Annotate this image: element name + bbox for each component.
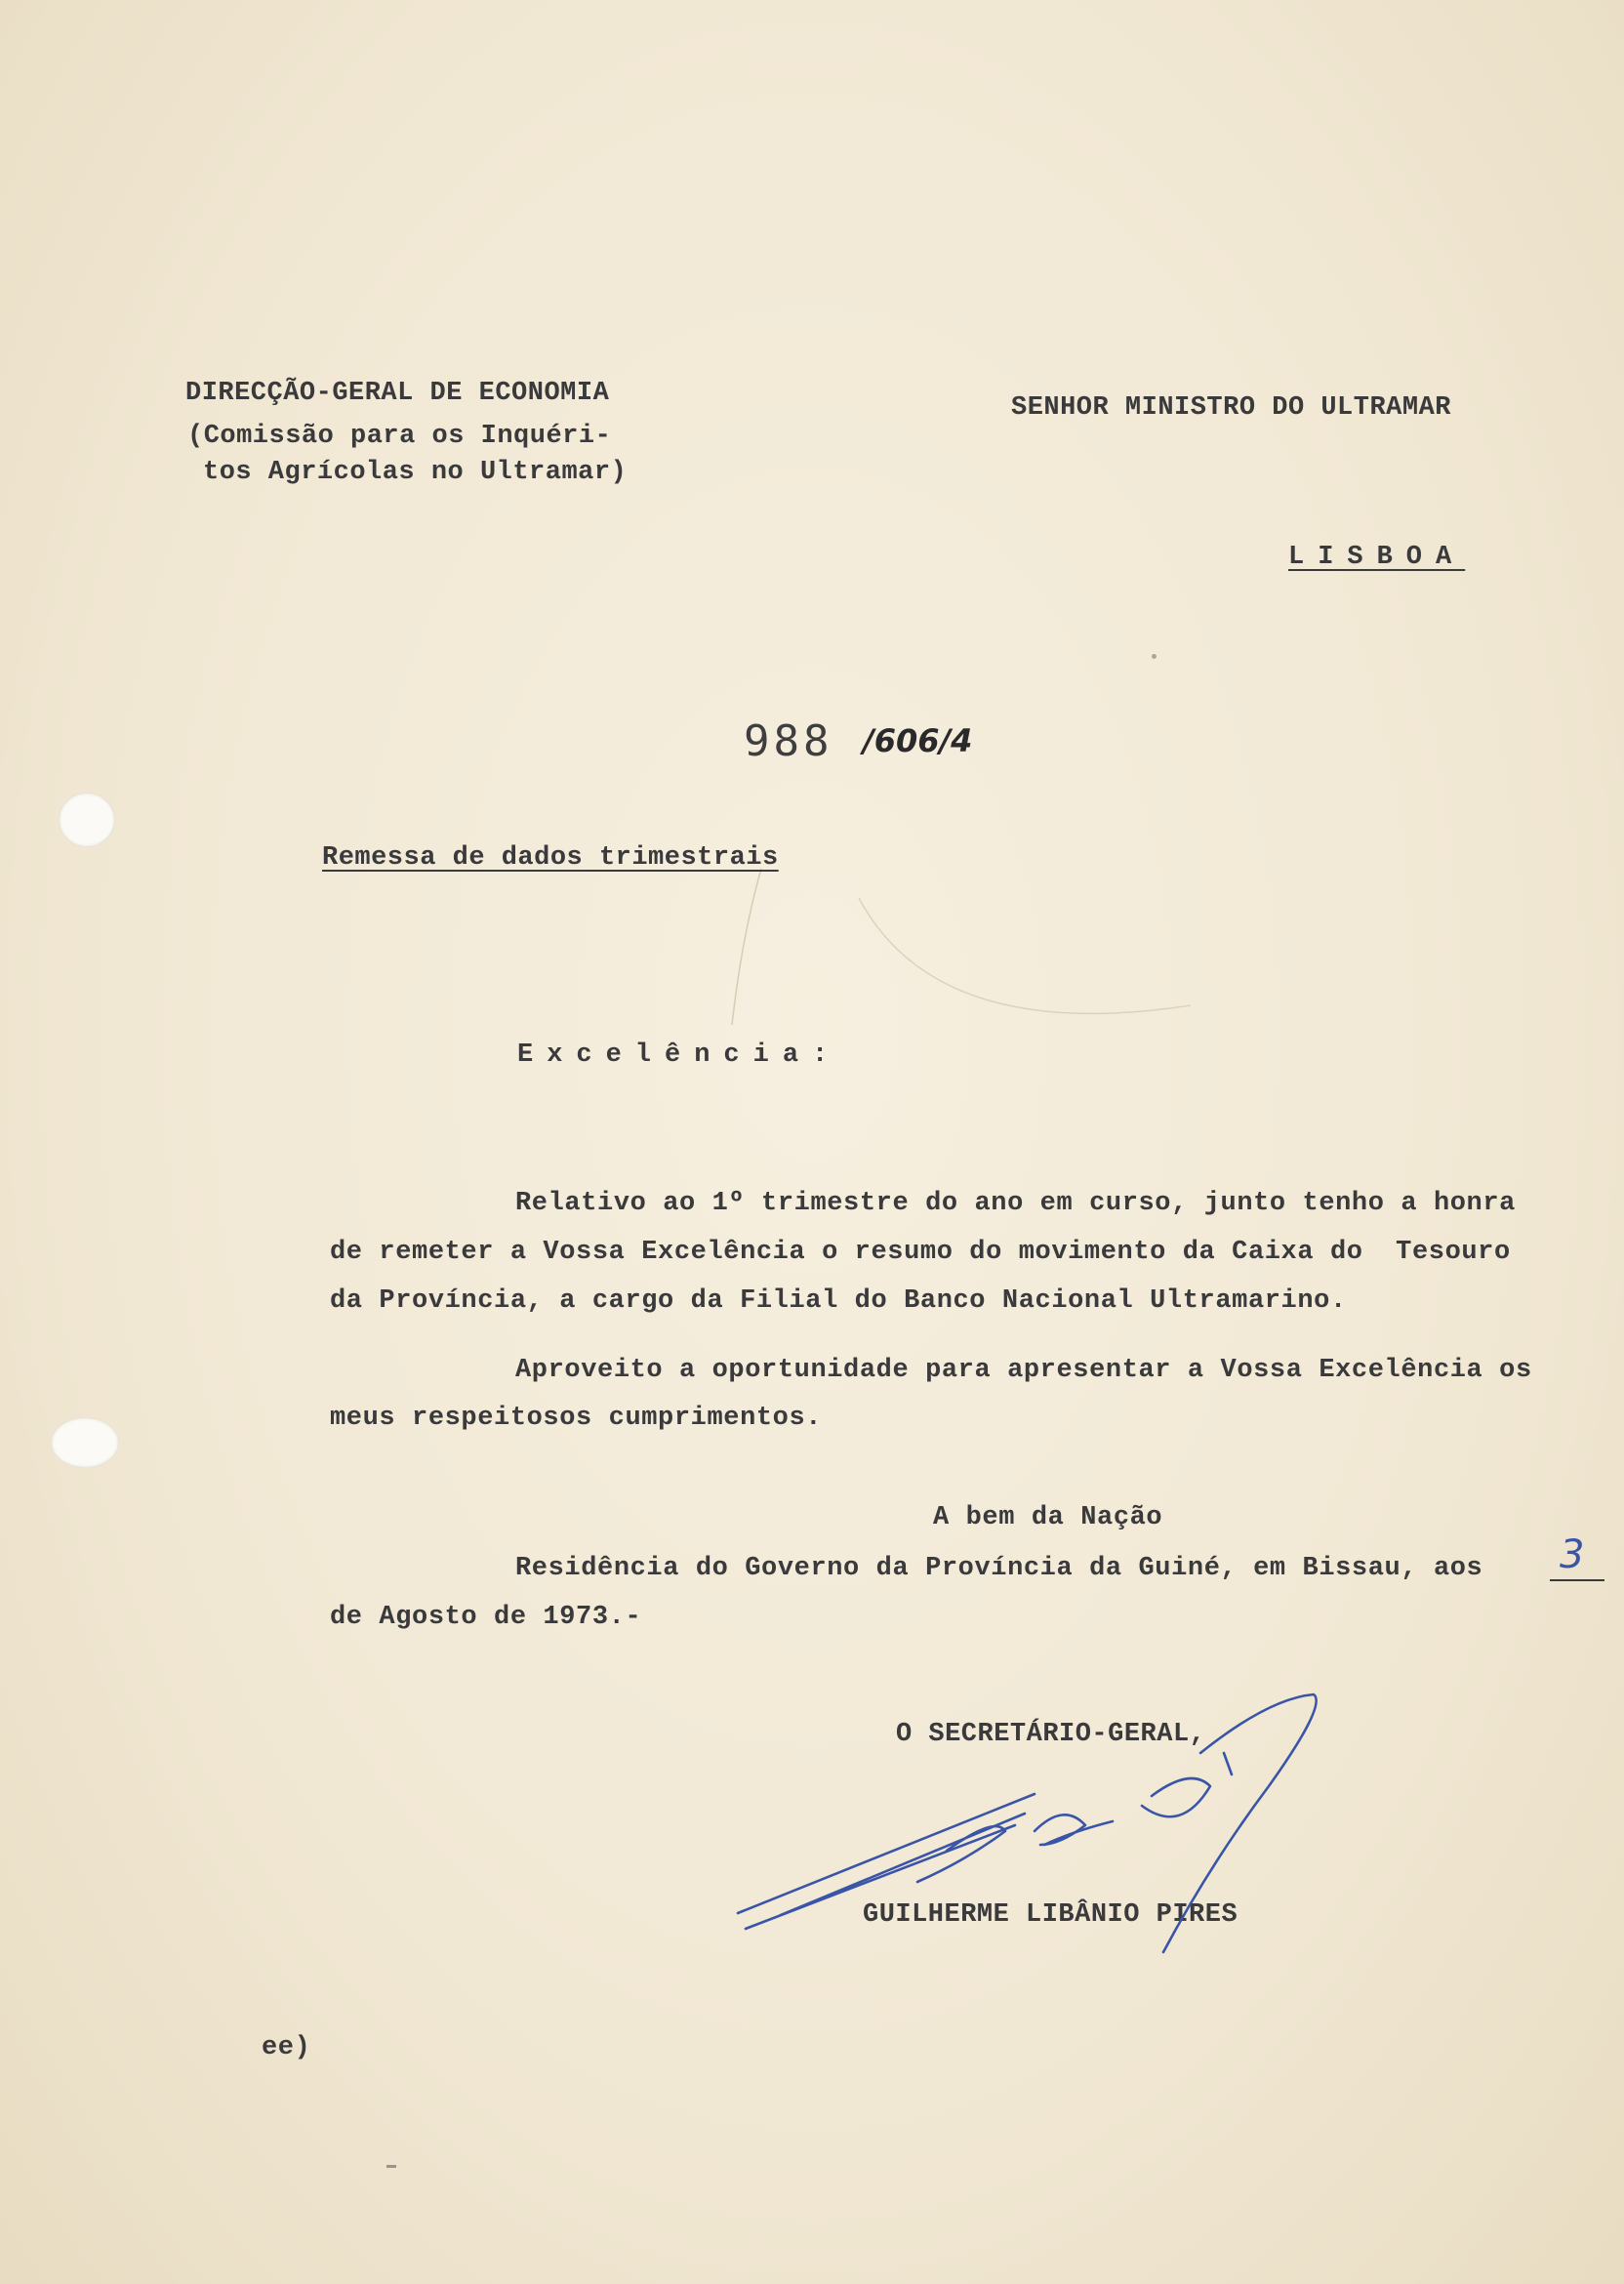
paper-stain-marks: [683, 859, 1230, 1054]
body-paragraph-2-line-1: Aproveito a oportunidade para apresentar a Vossa Excelência os: [515, 1356, 1532, 1385]
punch-hole-bottom: [51, 1417, 119, 1468]
handwritten-day: 3: [1560, 1532, 1585, 1577]
typist-initials: ee): [262, 2033, 311, 2062]
reference-number: 988: [744, 716, 833, 766]
body-paragraph-1-line-1: Relativo ao 1º trimestre do ano em curso, junto tenho a honra: [515, 1189, 1516, 1218]
subject-line: Remessa de dados trimestrais: [322, 843, 779, 873]
punch-hole-top: [59, 793, 115, 847]
commission-line-2: tos Agrícolas no Ultramar): [203, 458, 628, 487]
recipient-city: LISBOA: [1288, 543, 1466, 572]
reference-handwritten-code: /606/4: [863, 722, 973, 759]
closing-motto: A bem da Nação: [933, 1503, 1163, 1532]
day-underline: [1550, 1579, 1604, 1581]
salutation: Excelência:: [517, 1040, 842, 1070]
department-name: DIRECÇÃO-GERAL DE ECONOMIA: [185, 379, 610, 408]
commission-line-1: (Comissão para os Inquéri-: [187, 422, 612, 451]
handwritten-signature: [722, 1659, 1347, 1972]
signatory-title: O SECRETÁRIO-GERAL,: [896, 1720, 1206, 1749]
body-paragraph-1-line-2: de remeter a Vossa Excelência o resumo do movimento da Caixa do Tesouro: [330, 1238, 1511, 1267]
body-paragraph-2-line-2: meus respeitosos cumprimentos.: [330, 1404, 823, 1433]
recipient-title: SENHOR MINISTRO DO ULTRAMAR: [1011, 393, 1451, 423]
closing-place-line: Residência do Governo da Província da Guiné, em Bissau, aos: [515, 1554, 1483, 1583]
paper-speck: [1152, 654, 1157, 659]
closing-date-line: de Agosto de 1973.-: [330, 1603, 642, 1632]
signatory-name: GUILHERME LIBÂNIO PIRES: [863, 1900, 1238, 1930]
paper-speck: [386, 2165, 396, 2168]
body-paragraph-1-line-3: da Província, a cargo da Filial do Banco Nacional Ultramarino.: [330, 1286, 1347, 1316]
